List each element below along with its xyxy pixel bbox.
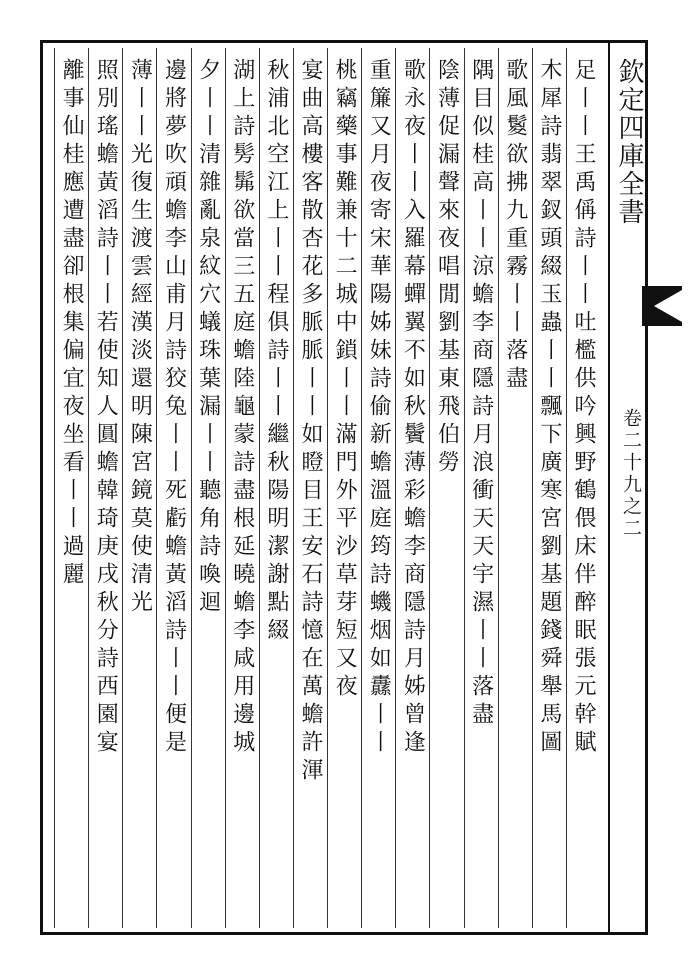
text-column: 足丨丨王禹偁詩丨丨吐檻供吟興野鶴偎床伴醉眠張元幹賦 bbox=[570, 58, 596, 758]
text-column: 秋浦北空江上丨丨程俱詩丨丨繼秋陽明潔謝點綴 bbox=[263, 58, 289, 646]
text-column: 桃竊藥事難兼十二城中鎖丨丨滿門外平沙草芽短又夜 bbox=[332, 58, 358, 702]
text-column: 木犀詩翡翠釵頭綴玉蟲丨丨飄下廣寒宮劉基題錢舜舉馬圖 bbox=[536, 58, 562, 758]
text-column: 薄丨丨光復生渡雲經漢淡還明陳宮鏡莫使清光 bbox=[127, 58, 153, 618]
text-column: 照別瑤蟾黃滔詩丨丨若使知人圓蟾韓琦庚戌秋分詩西園宴 bbox=[93, 58, 119, 758]
text-column: 重簾又月夜寄宋華陽姊妹詩偷新蟾溫庭筠詩蟣烟如纛丨丨 bbox=[366, 58, 392, 758]
text-column: 邊將夢吹頑蟾李山甫月詩狡兔丨丨死虧蟾黃滔詩丨丨便是 bbox=[161, 58, 187, 758]
text-column: 隅目似桂高丨丨涼蟾李商隱詩月浪衝天天宇濕丨丨落盡 bbox=[468, 58, 494, 730]
text-column: 宴曲高樓客散杏花多脈脈丨丨如瞪目王安石詩憶在萬蟾許渾 bbox=[297, 58, 323, 786]
fishtail-mark bbox=[642, 286, 682, 326]
text-column: 夕丨丨清雜亂泉紋穴蟻珠葉漏丨丨聽角詩喚迴 bbox=[195, 58, 221, 618]
text-column: 陰薄促漏聲來夜唱閒劉基東飛伯勞 bbox=[434, 58, 460, 478]
text-column: 歌永夜丨丨入羅幕蟬翼不如秋鬢薄彩蟾李商隱詩月姊曾逢 bbox=[400, 58, 426, 758]
volume-label: 卷二十九之二 bbox=[620, 408, 642, 540]
text-column: 離事仙桂應遭盡卻根集偏宜夜坐看丨丨過麗 bbox=[59, 58, 85, 590]
text-column: 湖上詩髣髴欲當三五庭蟾陸龜蒙詩盡根延曉蟾李咸用邊城 bbox=[229, 58, 255, 758]
column-rule bbox=[54, 48, 55, 928]
text-column: 歌風鬉欲拂九重霧丨丨落盡 bbox=[502, 58, 528, 394]
book-title: 欽定四庫全書 bbox=[614, 58, 644, 226]
